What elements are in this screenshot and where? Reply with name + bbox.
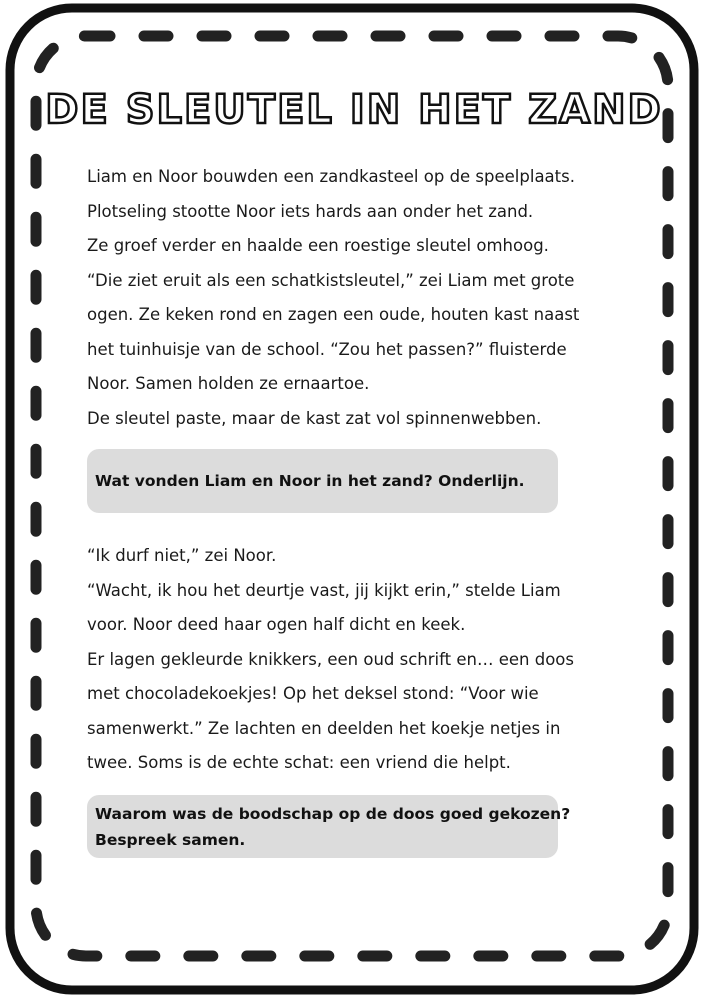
- story-line: het tuinhuisje van de school. “Zou het passen?” fluisterde: [87, 339, 567, 359]
- story-line: Liam en Noor bouwden een zandkasteel op de speelplaats.: [87, 167, 575, 186]
- question-text: Waarom was de boodschap op de doos goed gekozen?: [95, 805, 571, 823]
- page-title: DE SLEUTEL IN HET ZAND: [45, 87, 663, 133]
- question-text: Bespreek samen.: [95, 831, 246, 849]
- story-line: ogen. Ze keken rond en zagen een oude, houten kast naast: [87, 305, 580, 324]
- story-line: Plotseling stootte Noor iets hards aan onder het zand.: [87, 201, 534, 221]
- story-line: twee. Soms is de echte schat: een vriend die helpt.: [87, 753, 511, 772]
- story-line: “Die ziet eruit als een schatkistsleutel,” zei Liam met grote: [87, 270, 575, 290]
- question-box-1: [87, 449, 558, 513]
- story-line: met chocoladekoekjes! Op het deksel stond: “Voor wie: [87, 684, 539, 703]
- story-paragraph-2: [87, 539, 627, 781]
- story-line: “Wacht, ik hou het deurtje vast, jij kijkt erin,” stelde Liam: [87, 580, 561, 600]
- story-line: Noor. Samen holden ze ernaartoe.: [87, 374, 370, 393]
- story-line: Er lagen gekleurde knikkers, een oud schrift en… een doos: [87, 649, 574, 669]
- question-box-2: [87, 795, 571, 858]
- story-line: Ze groef verder en haalde een roestige sleutel omhoog.: [87, 236, 549, 255]
- story-line: samenwerkt.” Ze lachten en deelden het koekje netjes in: [87, 718, 561, 738]
- story-line: voor. Noor deed haar ogen half dicht en keek.: [87, 615, 466, 634]
- story-line: De sleutel paste, maar de kast zat vol spinnenwebben.: [87, 408, 542, 428]
- question-text: Wat vonden Liam en Noor in het zand? Onderlijn.: [95, 472, 525, 490]
- story-paragraph-1: [87, 160, 627, 436]
- story-line: “Ik durf niet,” zei Noor.: [87, 546, 277, 565]
